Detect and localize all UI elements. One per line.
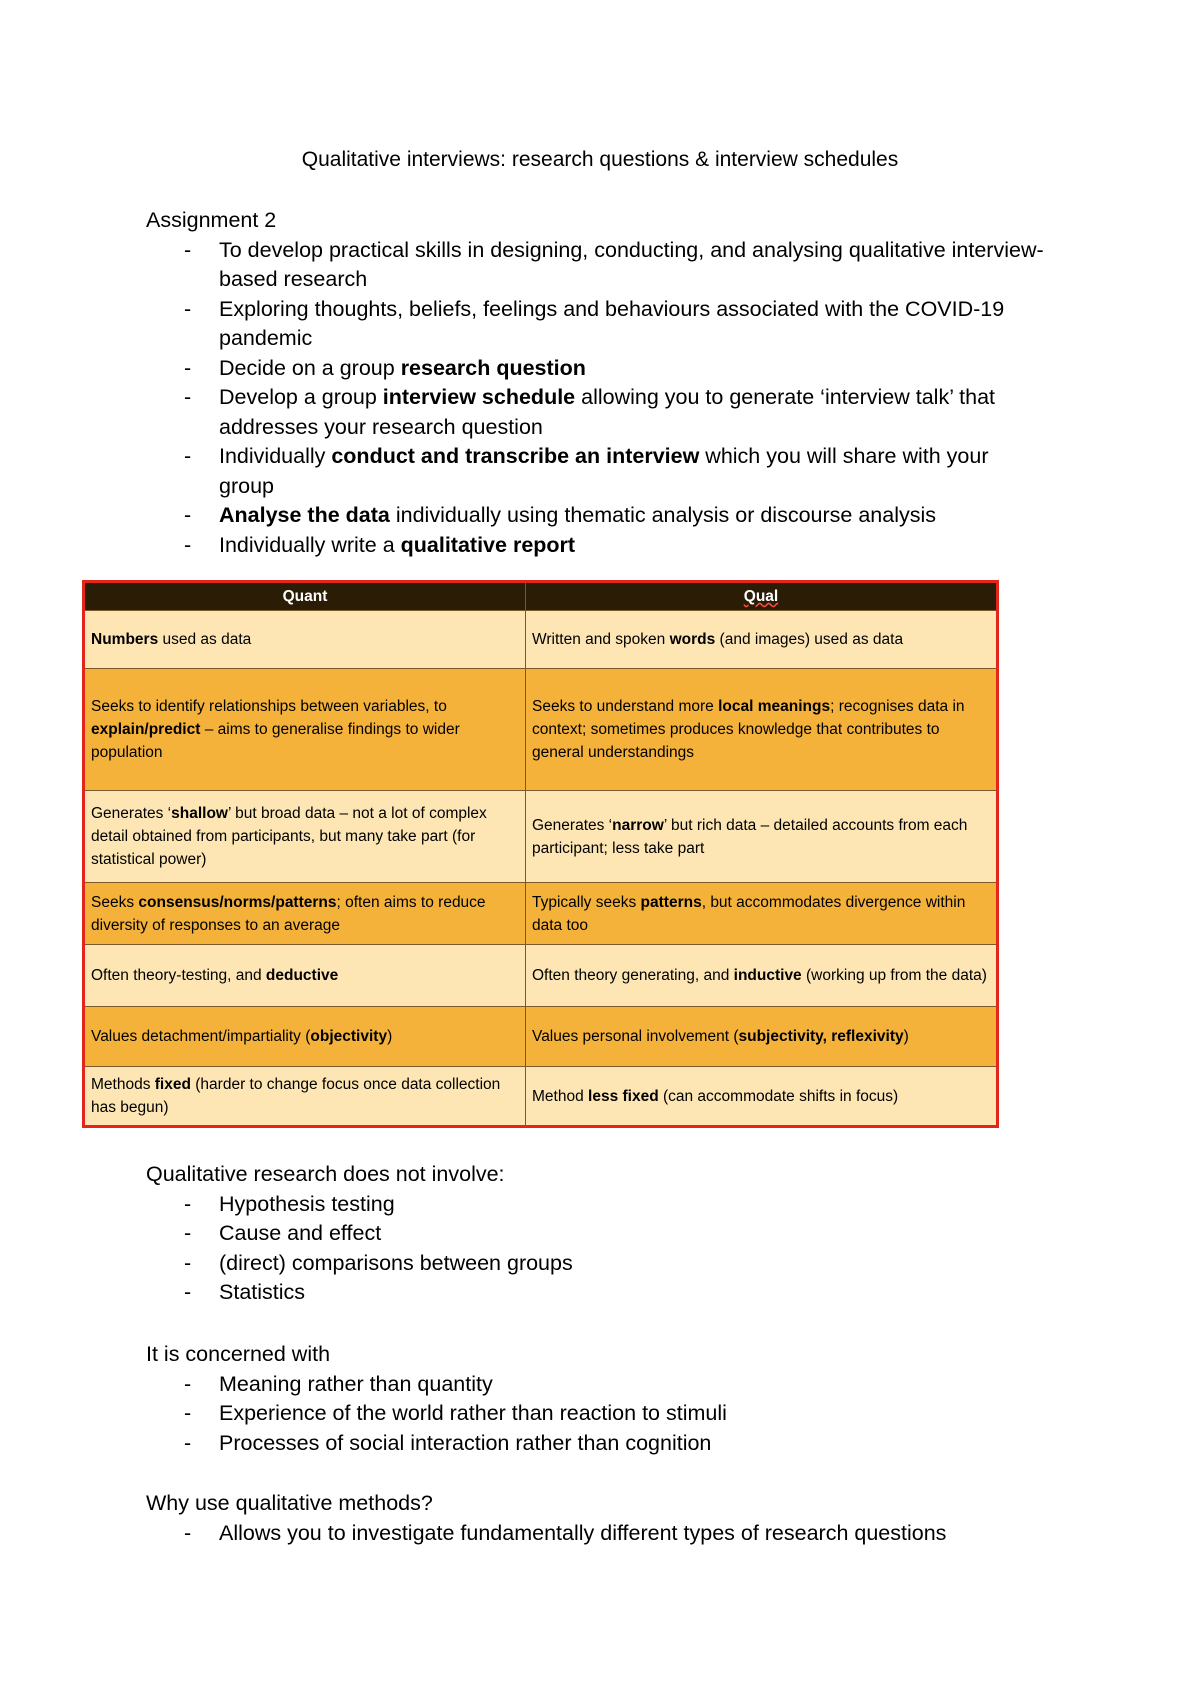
assignment-heading: Assignment 2 bbox=[146, 208, 277, 232]
text-run: Often theory generating, and bbox=[532, 967, 734, 984]
text-run: ) bbox=[903, 1028, 909, 1045]
text-run: Seeks to understand more bbox=[532, 698, 719, 715]
qual-cell bbox=[526, 791, 998, 883]
text-run: Hypothesis testing bbox=[219, 1191, 395, 1216]
assignment-list bbox=[146, 236, 1046, 561]
text-run: Values personal involvement ( bbox=[532, 1028, 739, 1045]
dash-bullet-icon: - bbox=[184, 355, 192, 380]
bullet-item bbox=[146, 501, 1046, 531]
text-run: allowing you to generate ‘interview talk’ that addresses your research question bbox=[219, 385, 996, 439]
not-involve-section bbox=[146, 1160, 1046, 1308]
bold-text: research question bbox=[400, 355, 586, 380]
text-run: Cause and effect bbox=[219, 1221, 382, 1245]
dash-bullet-icon: - bbox=[184, 385, 192, 409]
text-run: Seeks to identify relationships between variables, to bbox=[91, 698, 447, 715]
qual-cell bbox=[526, 1007, 998, 1067]
table-row bbox=[84, 1067, 998, 1127]
text-run: ) bbox=[387, 1028, 393, 1045]
text-run: Experience of the world rather than reaction to stimuli bbox=[219, 1401, 727, 1425]
bullet-item bbox=[146, 1429, 1046, 1459]
dash-bullet-icon: - bbox=[184, 444, 192, 468]
quant-qual-comparison-table bbox=[82, 580, 999, 1128]
concerned-section bbox=[146, 1340, 1046, 1458]
dash-bullet-icon: - bbox=[184, 1280, 192, 1304]
dash-bullet-icon: - bbox=[184, 1191, 192, 1216]
bold-text: Analyse the data bbox=[219, 503, 390, 527]
bullet-item bbox=[146, 1190, 1046, 1220]
text-run: Allows you to investigate fundamentally different types of research questions bbox=[219, 1520, 947, 1545]
table-body bbox=[84, 611, 998, 1127]
dash-bullet-icon: - bbox=[184, 1250, 192, 1275]
qual-cell bbox=[526, 611, 998, 669]
text-run: Values detachment/impartiality ( bbox=[91, 1028, 311, 1045]
text-run: ; recognises data in context; sometimes produces knowledge that contributes to general understandings bbox=[532, 698, 965, 761]
text-run: (working up from the data) bbox=[801, 967, 987, 984]
text-run: which you will share with your group bbox=[219, 444, 989, 498]
page-title: Qualitative interviews: research questions & interview schedules bbox=[301, 148, 899, 171]
dash-bullet-icon: - bbox=[184, 237, 192, 262]
dash-bullet-icon: - bbox=[184, 1221, 192, 1245]
not-involve-list bbox=[146, 1190, 1046, 1308]
why-section bbox=[146, 1489, 1046, 1548]
bullet-item bbox=[146, 1219, 1046, 1249]
text-run: Method bbox=[532, 1087, 589, 1105]
text-run: (and images) used as data bbox=[715, 631, 904, 648]
text-run: Written and spoken bbox=[532, 631, 670, 648]
text-run: (can accommodate shifts in focus) bbox=[658, 1087, 899, 1105]
bullet-item bbox=[146, 1249, 1046, 1279]
bullet-item bbox=[146, 1399, 1046, 1429]
bold-text: local meanings bbox=[718, 698, 831, 715]
text-run: (direct) comparisons between groups bbox=[219, 1250, 573, 1275]
quant-cell bbox=[84, 791, 526, 883]
text-run: ’ but broad data – not a lot of complex detail obtained from participants, but many take part (for statistical power) bbox=[91, 805, 487, 868]
text-run: Individually write a bbox=[219, 532, 401, 557]
bold-text: subjectivity, reflexivity bbox=[738, 1028, 904, 1045]
text-run: Generates ‘ bbox=[91, 805, 172, 822]
text-run: To develop practical skills in designing, conducting, and analysing qualitative interview-based research bbox=[219, 237, 1044, 291]
dash-bullet-icon: - bbox=[184, 1430, 192, 1455]
bold-text: explain/predict bbox=[91, 721, 201, 738]
table-row bbox=[84, 883, 998, 945]
table-row bbox=[84, 1007, 998, 1067]
text-run: , but accommodates divergence within data too bbox=[532, 893, 966, 934]
text-run: Meaning rather than quantity bbox=[219, 1371, 493, 1396]
bullet-item bbox=[146, 1519, 1046, 1549]
text-run: Statistics bbox=[219, 1280, 306, 1304]
table-header-row bbox=[84, 582, 998, 611]
text-run: Exploring thoughts, beliefs, feelings and behaviours associated with the COVID-19 pandemic bbox=[219, 296, 1005, 350]
text-run: Methods bbox=[91, 1076, 155, 1093]
bold-text: deductive bbox=[265, 967, 339, 984]
bullet-item bbox=[146, 236, 1046, 295]
not-involve-heading: Qualitative research does not involve: bbox=[146, 1162, 505, 1186]
qual-cell bbox=[526, 1067, 998, 1127]
why-heading: Why use qualitative methods? bbox=[146, 1491, 433, 1515]
quant-cell bbox=[84, 1067, 526, 1127]
concerned-heading: It is concerned with bbox=[146, 1342, 331, 1366]
text-run: – aims to generalise findings to wider population bbox=[91, 721, 460, 761]
assignment-section bbox=[146, 206, 1046, 560]
dash-bullet-icon: - bbox=[184, 503, 192, 527]
bullet-item bbox=[146, 531, 1046, 561]
dash-bullet-icon: - bbox=[184, 1371, 192, 1396]
text-run: Individually bbox=[219, 444, 332, 468]
bullet-item bbox=[146, 295, 1046, 354]
dash-bullet-icon: - bbox=[184, 1520, 192, 1545]
text-run: used as data bbox=[158, 631, 252, 648]
dash-bullet-icon: - bbox=[184, 296, 192, 321]
bold-text: interview schedule bbox=[382, 385, 576, 409]
text-run: (harder to change focus once data collection has begun) bbox=[91, 1076, 501, 1116]
quant-cell bbox=[84, 883, 526, 945]
bullet-item bbox=[146, 354, 1046, 384]
quant-cell bbox=[84, 945, 526, 1007]
bold-text: patterns bbox=[640, 893, 702, 911]
bold-text: shallow bbox=[171, 805, 228, 822]
quant-cell bbox=[84, 611, 526, 669]
bold-text: narrow bbox=[612, 816, 664, 834]
text-run: individually using thematic analysis or discourse analysis bbox=[389, 503, 936, 527]
bold-text: fixed bbox=[154, 1076, 191, 1093]
text-run: Typically seeks bbox=[532, 893, 641, 911]
text-run: Seeks bbox=[91, 893, 139, 911]
quant-cell bbox=[84, 669, 526, 791]
why-list bbox=[146, 1519, 1046, 1549]
text-run: Processes of social interaction rather than cognition bbox=[219, 1430, 712, 1455]
bold-text: Numbers bbox=[91, 631, 159, 648]
bold-text: less fixed bbox=[588, 1087, 659, 1105]
bold-text: conduct and transcribe an interview bbox=[331, 444, 700, 468]
header-qual: Qual bbox=[526, 582, 998, 611]
text-run: Often theory-testing, and bbox=[91, 967, 266, 984]
table-row bbox=[84, 791, 998, 883]
bullet-item bbox=[146, 442, 1046, 501]
text-run: ; often aims to reduce diversity of responses to an average bbox=[91, 893, 486, 934]
text-run: Develop a group bbox=[219, 385, 383, 409]
table-row bbox=[84, 945, 998, 1007]
bold-text: objectivity bbox=[310, 1028, 388, 1045]
bold-text: qualitative report bbox=[400, 532, 576, 557]
bold-text: words bbox=[669, 631, 716, 648]
table-row bbox=[84, 669, 998, 791]
bold-text: consensus/norms/patterns bbox=[138, 893, 337, 911]
bold-text: inductive bbox=[733, 967, 802, 984]
dash-bullet-icon: - bbox=[184, 532, 192, 557]
qual-cell bbox=[526, 883, 998, 945]
text-run: ’ but rich data – detailed accounts from each participant; less take part bbox=[532, 816, 968, 857]
bullet-item bbox=[146, 1370, 1046, 1400]
quant-cell bbox=[84, 1007, 526, 1067]
concerned-list bbox=[146, 1370, 1046, 1459]
text-run: Generates ‘ bbox=[532, 816, 613, 834]
table-row bbox=[84, 611, 998, 669]
qual-cell bbox=[526, 669, 998, 791]
header-quant: Quant bbox=[84, 582, 526, 611]
bullet-item bbox=[146, 383, 1046, 442]
text-run: Decide on a group bbox=[219, 355, 401, 380]
bullet-item bbox=[146, 1278, 1046, 1308]
qual-cell bbox=[526, 945, 998, 1007]
dash-bullet-icon: - bbox=[184, 1401, 192, 1425]
